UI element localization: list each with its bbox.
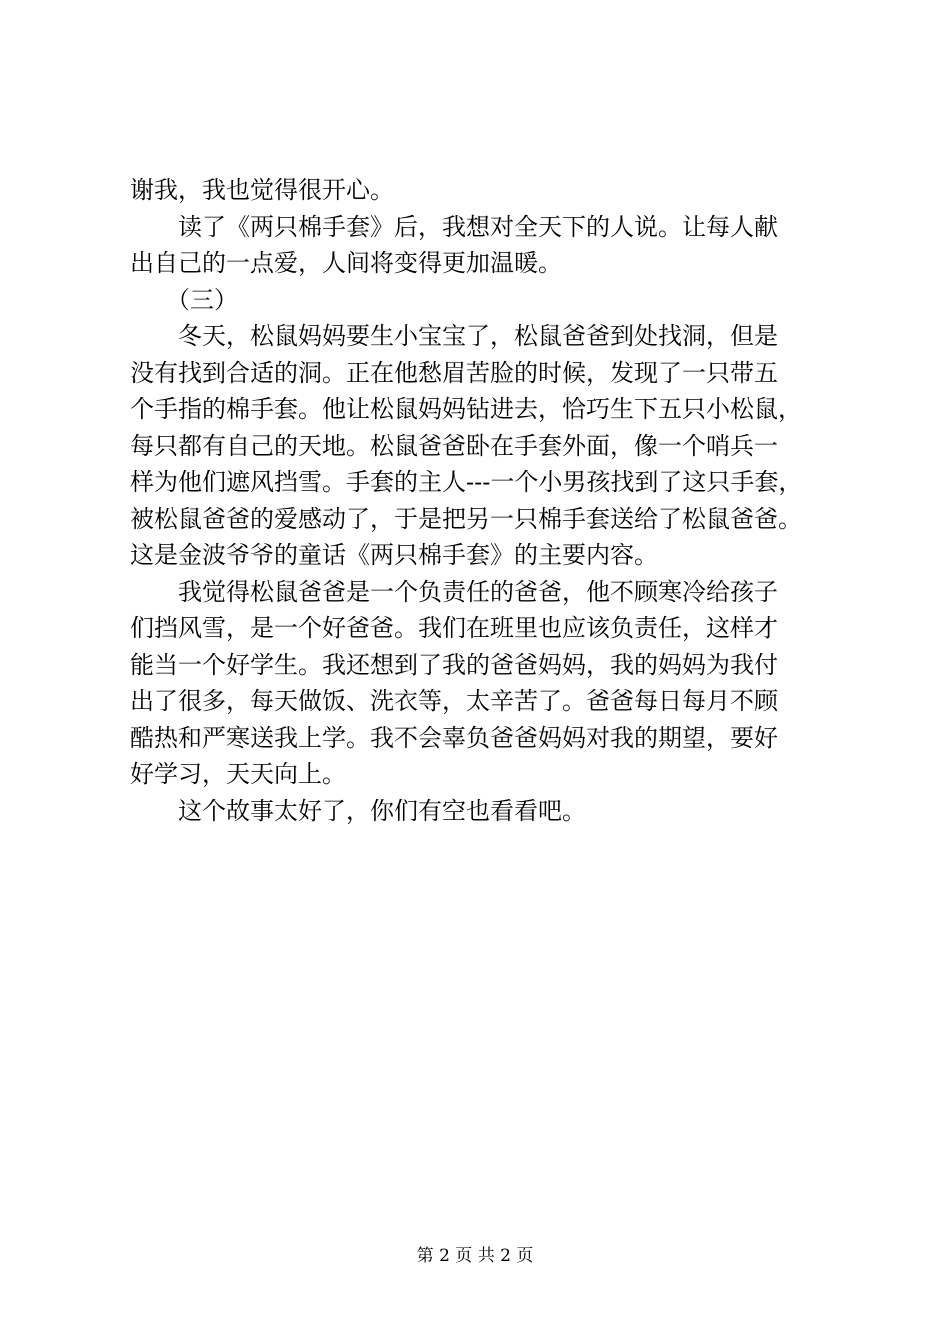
text-line: 我觉得松鼠爸爸是一个负责任的爸爸，他不顾寒冷给孩子 — [130, 577, 778, 606]
text-line: 出了很多，每天做饭、洗衣等，太辛苦了。爸爸每日每月不顾 — [130, 687, 778, 715]
text-line: 们挡风雪，是一个好爸爸。我们在班里也应该负责任，这样才 — [130, 614, 778, 642]
body-text — [130, 172, 850, 829]
text-line: 读了《两只棉手套》后，我想对全天下的人说。让每人献 — [130, 212, 778, 241]
page-footer — [0, 1244, 950, 1268]
text-line: 没有找到合适的洞。正在他愁眉苦脸的时候，发现了一只带五 — [130, 358, 778, 387]
text-line: 样为他们遮风挡雪。手套的主人---一个小男孩找到了这只手套， — [130, 468, 803, 496]
text-line: 能当一个好学生。我还想到了我的爸爸妈妈，我的妈妈为我付 — [130, 650, 778, 679]
text-line: 每只都有自己的天地。松鼠爸爸卧在手套外面，像一个哨兵一 — [130, 431, 778, 460]
text-line: 个手指的棉手套。他让松鼠妈妈钻进去，恰巧生下五只小松鼠， — [130, 395, 802, 423]
text-line: 这是金波爷爷的童话《两只棉手套》的主要内容。 — [130, 541, 658, 569]
text-line: 好学习，天天向上。 — [130, 760, 346, 788]
text-line: 谢我，我也觉得很开心。 — [130, 176, 394, 204]
page-number-label: 第 2 页 共 2 页 — [416, 1246, 534, 1266]
text-line: 冬天，松鼠妈妈要生小宝宝了，松鼠爸爸到处找洞，但是 — [130, 322, 778, 350]
text-line: 被松鼠爸爸的爱感动了，于是把另一只棉手套送给了松鼠爸爸。 — [130, 504, 802, 533]
text-line: 酷热和严寒送我上学。我不会辜负爸爸妈妈对我的期望，要好 — [130, 723, 778, 752]
text-line: 这个故事太好了，你们有空也看看吧。 — [130, 796, 586, 825]
section-heading: （三） — [130, 285, 238, 314]
text-line: 出自己的一点爱，人间将变得更加温暖。 — [130, 249, 562, 277]
